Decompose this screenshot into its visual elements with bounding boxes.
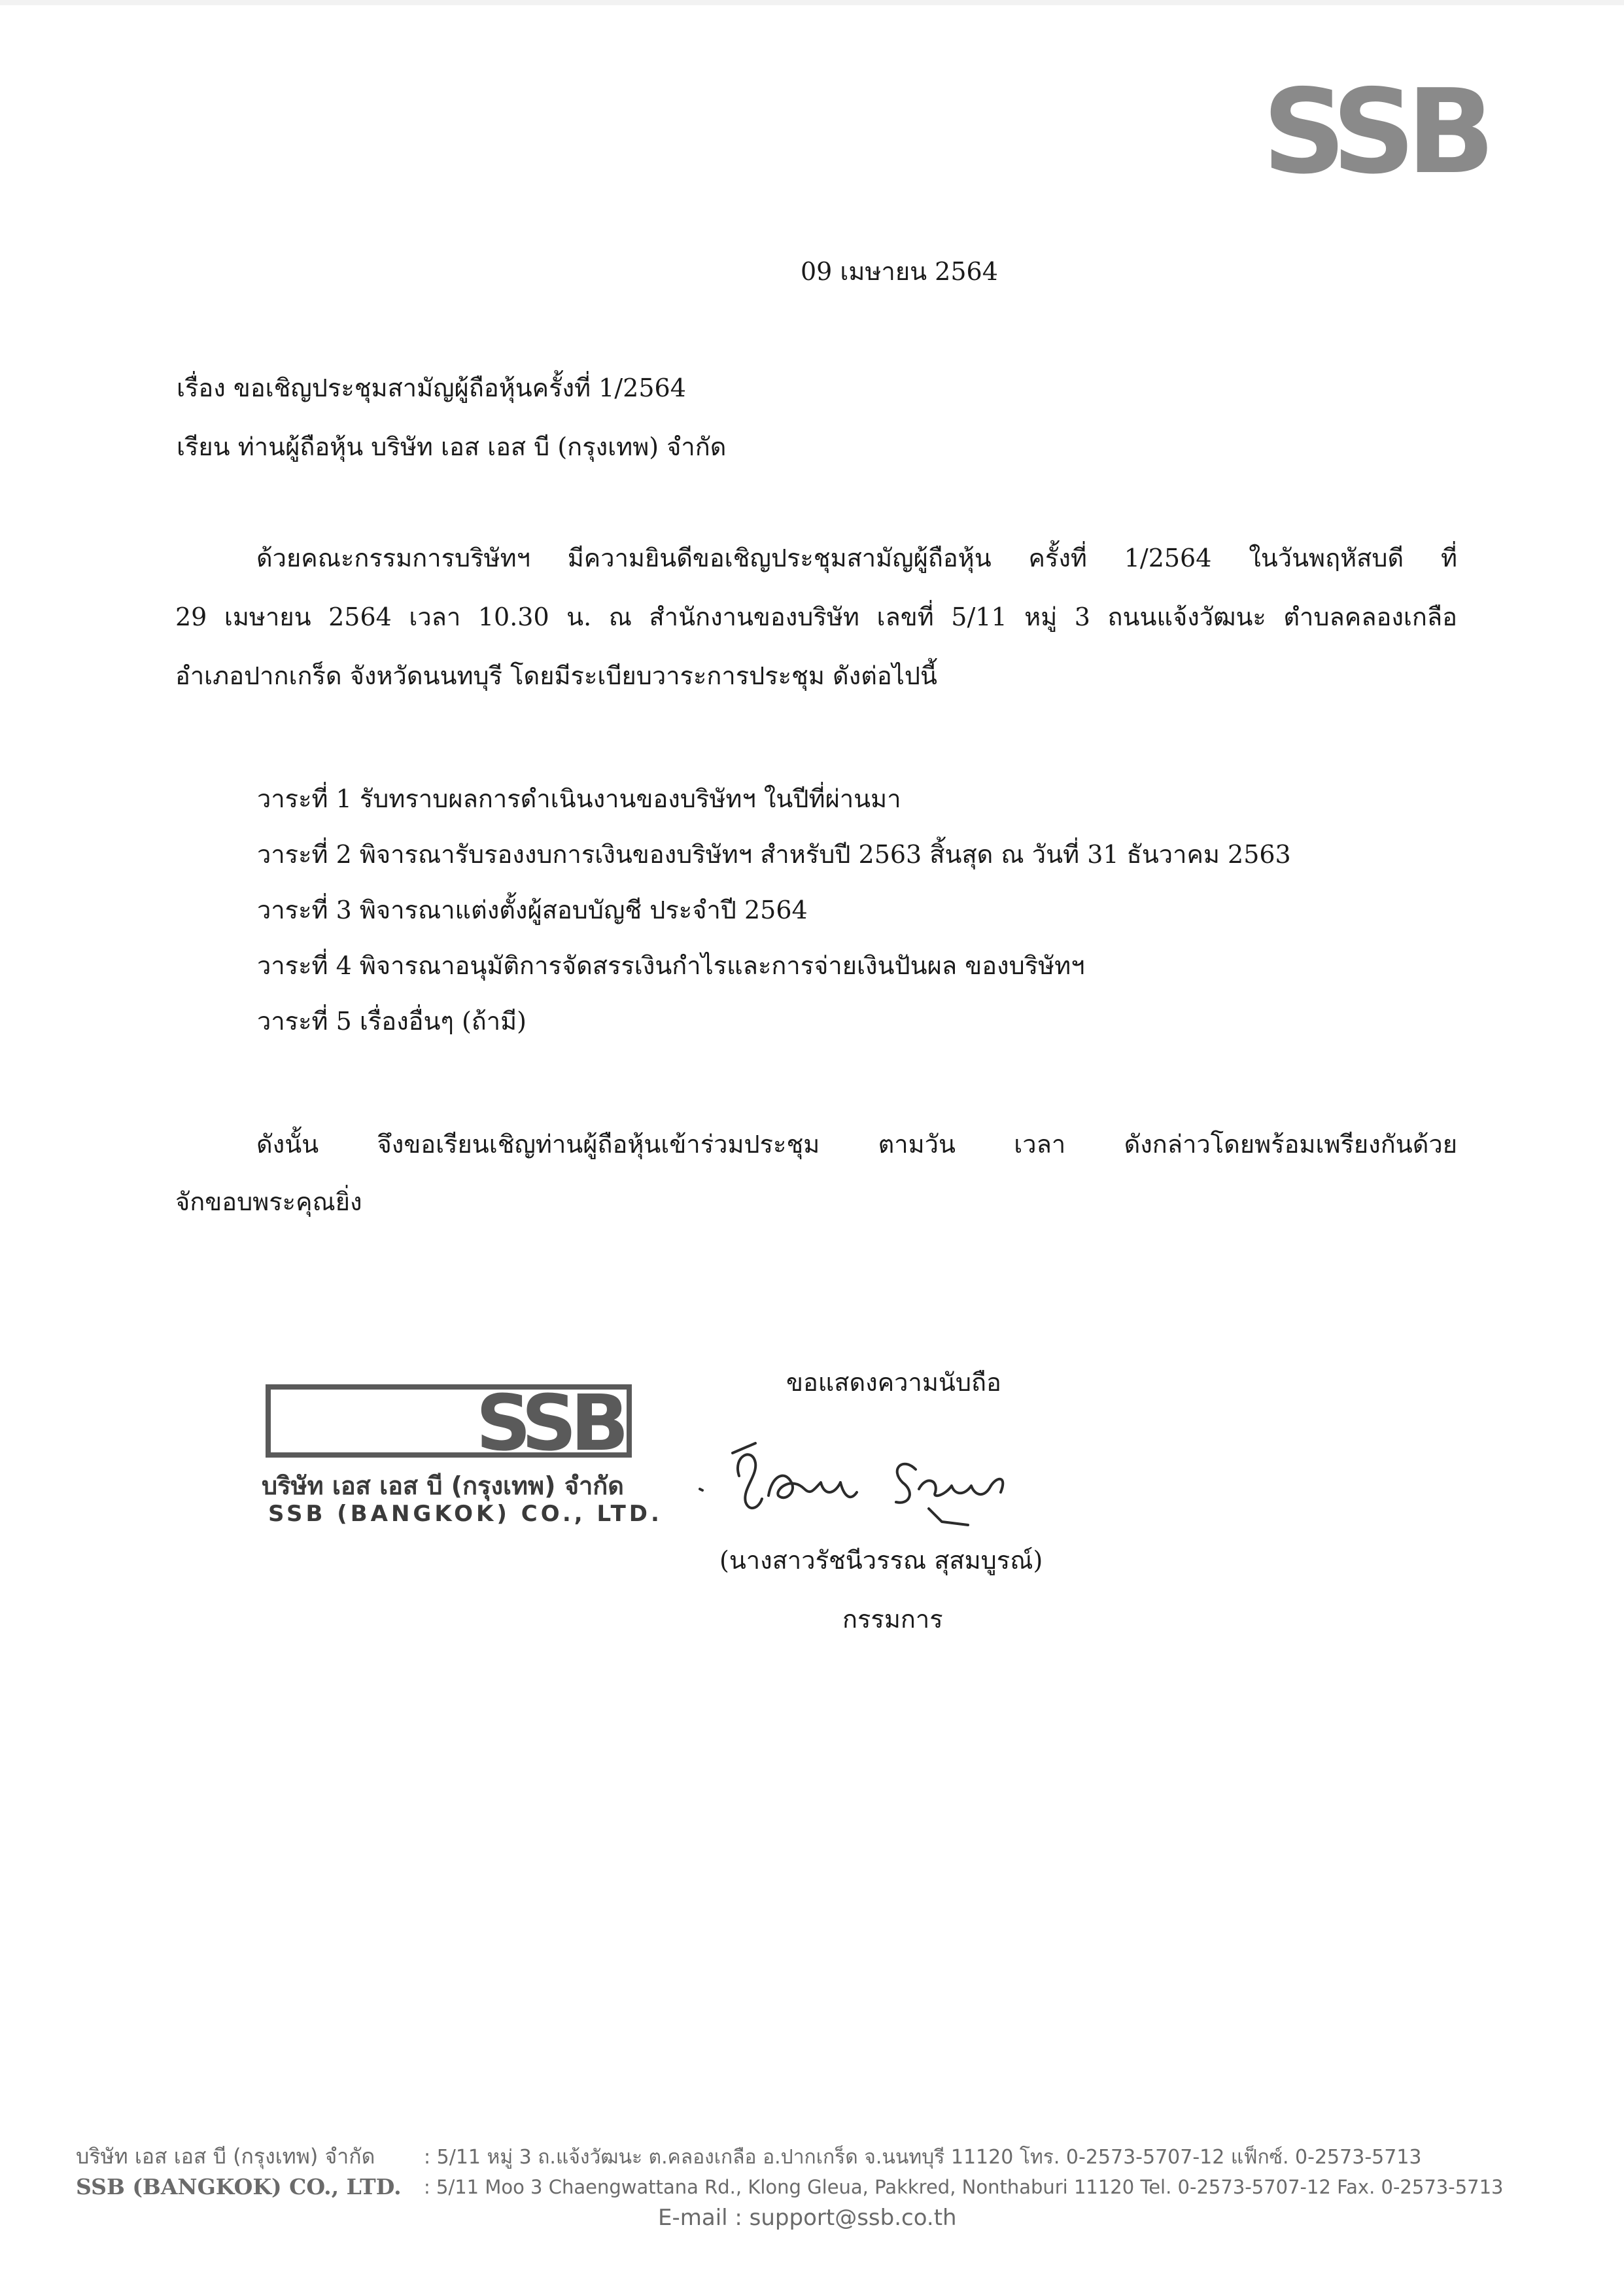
regards: ขอแสดงความนับถือ [786, 1368, 1001, 1397]
footer-company-en: SSB (BANGKOK) CO., LTD. [76, 2174, 402, 2199]
stamp-frame [266, 1378, 632, 1468]
footer-address-en: : 5/11 Moo 3 Chaengwattana Rd., Klong Gleua, Pakkred, Nonthaburi 11120 Tel. 0-2573-5707-12 Fax. 0-2573-5713 [424, 2176, 1504, 2198]
intro-line-2: 29 เมษายน 2564 เวลา 10.30 น. ณ สำนักงานของบริษัท เลขที่ 5/11 หมู่ 3 ถนนแจ้งวัฒนะ ตำบลคลองเกลือ [175, 603, 1457, 631]
closing-line-2: จักขอบพระคุณยิ่ง [175, 1187, 362, 1216]
stamp-logo: SSB [475, 1378, 623, 1468]
letter-date: 09 เมษายน 2564 [801, 257, 998, 286]
footer-email: E-mail : support@ssb.co.th [658, 2205, 957, 2231]
footer-company-th: บริษัท เอส เอส บี (กรุงเทพ) จำกัด [76, 2144, 375, 2169]
agenda-item: วาระที่ 5 เรื่องอื่นๆ (ถ้ามี) [257, 1007, 527, 1036]
stamp-company-en: SSB (BANGKOK) CO., LTD. [268, 1501, 663, 1527]
company-stamp [260, 1378, 663, 1531]
agenda-item: วาระที่ 1 รับทราบผลการดำเนินงานของบริษัทฯ ในปีที่ผ่านมา [257, 784, 901, 813]
stamp-company-th: บริษัท เอส เอส บี (กรุงเทพ) จำกัด [262, 1471, 624, 1500]
company-logo: SSB [1262, 64, 1487, 200]
footer-address-th: : 5/11 หมู่ 3 ถ.แจ้งวัฒนะ ต.คลองเกลือ อ.ปากเกร็ด จ.นนทบุรี 11120 โทร. 0-2573-5707-12 แฟ็กซ์. 0-2573-5713 [424, 2146, 1422, 2169]
agenda-item: วาระที่ 3 พิจารณาแต่งตั้งผู้สอบบัญชี ประจำปี 2564 [257, 896, 808, 924]
letter-subject: เรื่อง ขอเชิญประชุมสามัญผู้ถือหุ้นครั้งที่ 1/2564 [177, 374, 686, 402]
intro-line-1: ด้วยคณะกรรมการบริษัทฯ มีความยินดีขอเชิญประชุมสามัญผู้ถือหุ้น ครั้งที่ 1/2564 ในวันพฤหัสบดี ที่ [256, 544, 1457, 572]
intro-line-3: อำเภอปากเกร็ด จังหวัดนนทบุรี โดยมีระเบียบวาระการประชุม ดังต่อไปนี้ [175, 661, 937, 690]
scan-edge [0, 0, 1624, 5]
agenda-item: วาระที่ 4 พิจารณาอนุมัติการจัดสรรเงินกำไรและการจ่ายเงินปันผล ของบริษัทฯ [257, 951, 1085, 980]
agenda-item: วาระที่ 2 พิจารณารับรองงบการเงินของบริษัทฯ สำหรับปี 2563 สิ้นสุด ณ วันที่ 31 ธันวาคม 2563 [257, 840, 1291, 869]
signer-title: กรรมการ [842, 1605, 943, 1634]
signer-name: (นางสาวรัชนีวรรณ สุสมบูรณ์) [719, 1546, 1043, 1575]
closing-line-1: ดังนั้น จึงขอเรียนเชิญท่านผู้ถือหุ้นเข้าร่วมประชุม ตามวัน เวลา ดังกล่าวโดยพร้อมเพรียงกันด้วย [256, 1130, 1457, 1159]
signature [693, 1430, 1099, 1535]
letter-recipient: เรียน ท่านผู้ถือหุ้น บริษัท เอส เอส บี (กรุงเทพ) จำกัด [177, 432, 727, 461]
